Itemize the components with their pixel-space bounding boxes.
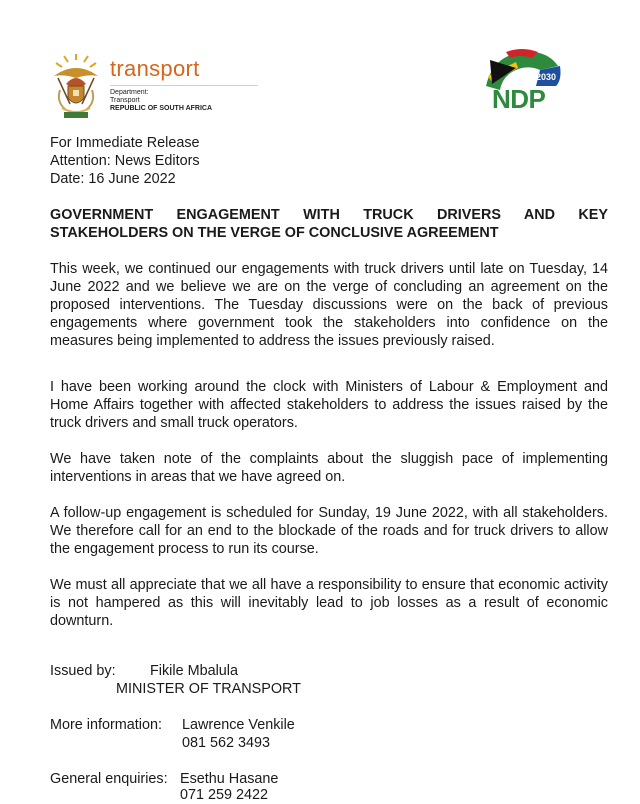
department-label: Department: [110,89,149,96]
press-headline: GOVERNMENT ENGAGEMENT WITH TRUCK DRIVERS AND KEY STAKEHOLDERS ON THE VERGE OF CONCLUSIVE AGREEMENT [50,207,608,241]
department-sublabel: Transport [110,97,140,104]
country-label: REPUBLIC OF SOUTH AFRICA [110,105,213,112]
issued-by-label: Issued by: [50,663,116,679]
general-enquiries-phone: 071 259 2422 [180,787,269,803]
department-logo [48,54,248,124]
release-attention: Attention: News Editors [50,153,200,169]
department-name: transport [110,56,200,81]
paragraph-5: We must all appreciate that we all have a responsibility to ensure that economic activity is not hampered as this will inevitably lead to job losses as a result of economic downturn. [50,577,608,629]
general-enquiries-label: General enquiries: [50,771,168,787]
general-enquiries-name: Esethu Hasane [180,771,279,787]
ndp-2030-logo [476,46,566,112]
more-info-label: More information: [50,717,162,733]
more-info-name: Lawrence Venkile [182,717,295,733]
ndp-year: 2030 [536,72,557,82]
release-info [50,134,200,188]
paragraph-1: This week, we continued our engagements with truck drivers until late on Tuesday, 14 June 2022 and we believe we are on the verge of concluding an agreement on the proposed interventions. The Tuesday discussions were on the back of previous engagements where government took the stakeholders into confidence on the measures being implemented to address the issues previously raised. [50,261,608,349]
issuer-title: MINISTER OF TRANSPORT [116,681,301,697]
paragraph-3: We have taken note of the complaints about the sluggish pace of implementing interventions in areas that we have agreed on. [50,451,608,485]
paragraph-4: A follow-up engagement is scheduled for Sunday, 19 June 2022, with all stakeholders. We therefore call for an end to the blockade of the roads and for truck drivers to allow the engagement process to run its course. [50,505,608,557]
more-info-phone: 081 562 3493 [182,735,271,751]
ndp-text: NDP [492,84,546,112]
release-type: For Immediate Release [50,135,200,151]
release-date: Date: 16 June 2022 [50,171,176,187]
paragraph-2: I have been working around the clock with Ministers of Labour & Employment and Home Affairs together with affected stakeholders to address the issues raised by the truck drivers and small truck operators. [50,379,608,431]
issuer-name: Fikile Mbalula [150,663,238,679]
coat-of-arms-icon [48,54,104,120]
logo-divider [110,85,258,86]
